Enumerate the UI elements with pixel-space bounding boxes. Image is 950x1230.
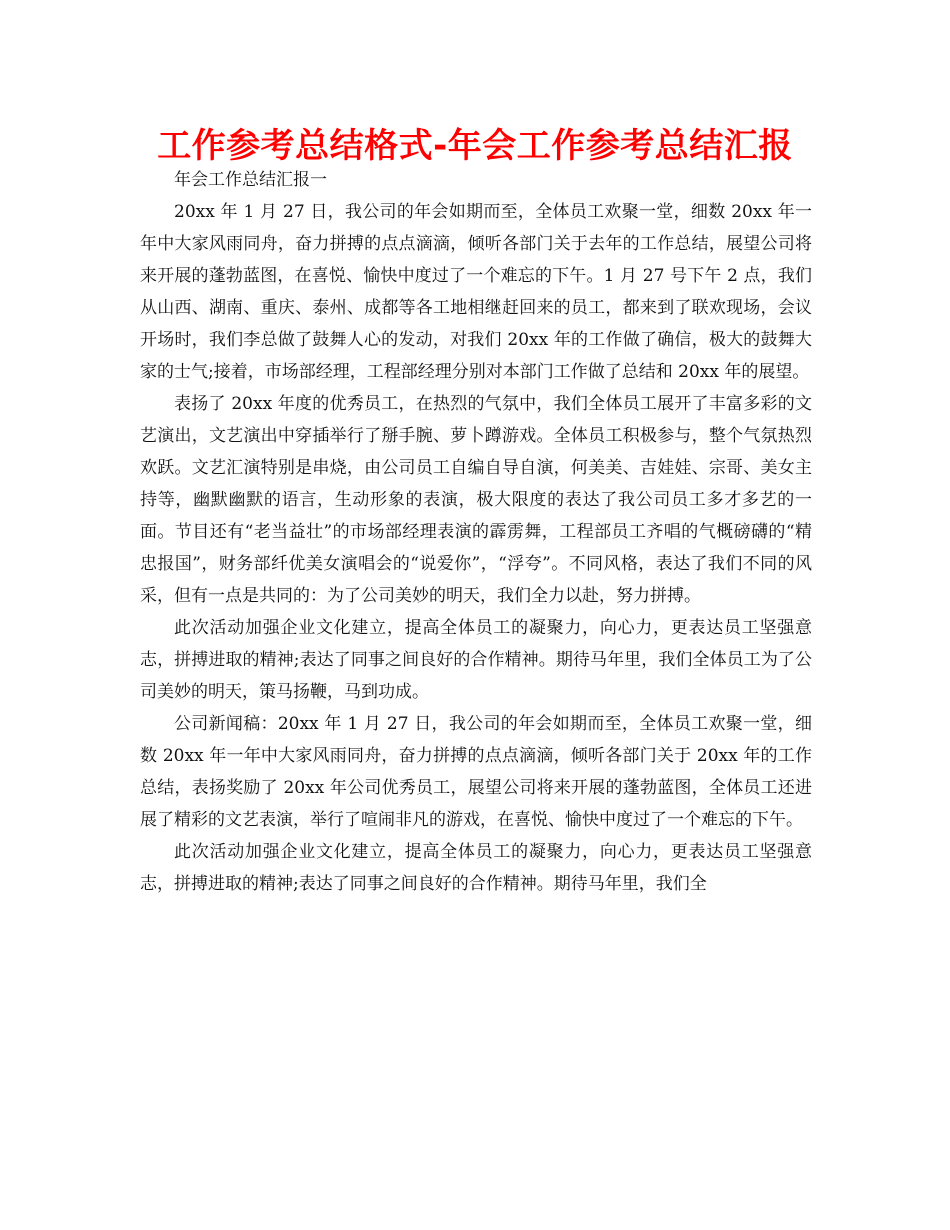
- body-paragraph: 20xx 年 1 月 27 日，我公司的年会如期而至，全体员工欢聚一堂，细数 20xx 年一年中大家风雨同舟，奋力拼搏的点点滴滴，倾听各部门关于去年的工作总结，展望公司将来开展的蓬勃蓝图，在喜悦、愉快中度过了一个难忘的下午。1 月 27 号下午 2 点，我们从山西、湖南、重庆、泰州、成都等各工地相继赶回来的员工，都来到了联欢现场，会议开场时，我们李总做了鼓舞人心的发动，对我们 20xx 年的工作做了确信，极大的鼓舞大家的士气;接着，市场部经理，工程部经理分别对本部门工作做了总结和 20xx 年的展望。: [140, 202, 812, 382]
- section-heading: 年会工作总结汇报一: [174, 170, 327, 190]
- body-paragraph: 表扬了 20xx 年度的优秀员工，在热烈的气氛中，我们全体员工展开了丰富多彩的文艺演出，文艺演出中穿插举行了掰手腕、萝卜蹲游戏。全体员工积极参与，整个气氛热烈欢跃。文艺汇演特别是串烧，由公司员工自编自导自演，何美美、吉娃娃、宗哥、美女主持等，幽默幽默的语言，生动形象的表演，极大限度的表达了我公司员工多才多艺的一面。节目还有“老当益壮”的市场部经理表演的霹雳舞，工程部员工齐唱的气概磅礴的“精忠报国”，财务部纤优美女演唱会的“说爱你”，“浮夸”。不同风格，表达了我们不同的风采，但有一点是共同的：为了公司美妙的明天，我们全力以赴，努力拼搏。: [140, 394, 812, 606]
- body-paragraph: 此次活动加强企业文化建立，提高全体员工的凝聚力，向心力，更表达员工坚强意志，拼搏进取的精神;表达了同事之间良好的合作精神。期待马年里，我们全: [140, 842, 812, 894]
- body-paragraph: 公司新闻稿：20xx 年 1 月 27 日，我公司的年会如期而至，全体员工欢聚一堂，细数 20xx 年一年中大家风雨同舟，奋力拼搏的点点滴滴，倾听各部门关于 20xx 年的工作总结，表扬奖励了 20xx 年公司优秀员工，展望公司将来开展的蓬勃蓝图，全体员工还进展了精彩的文艺表演，举行了喧闹非凡的游戏，在喜悦、愉快中度过了一个难忘的下午。: [140, 714, 812, 830]
- body-paragraph: 此次活动加强企业文化建立，提高全体员工的凝聚力，向心力，更表达员工坚强意志，拼搏进取的精神;表达了同事之间良好的合作精神。期待马年里，我们全体员工为了公司美妙的明天，策马扬鞭，马到功成。: [140, 618, 812, 702]
- document-body: [140, 164, 812, 900]
- document-title: 工作参考总结格式-年会工作参考总结汇报: [157, 126, 793, 166]
